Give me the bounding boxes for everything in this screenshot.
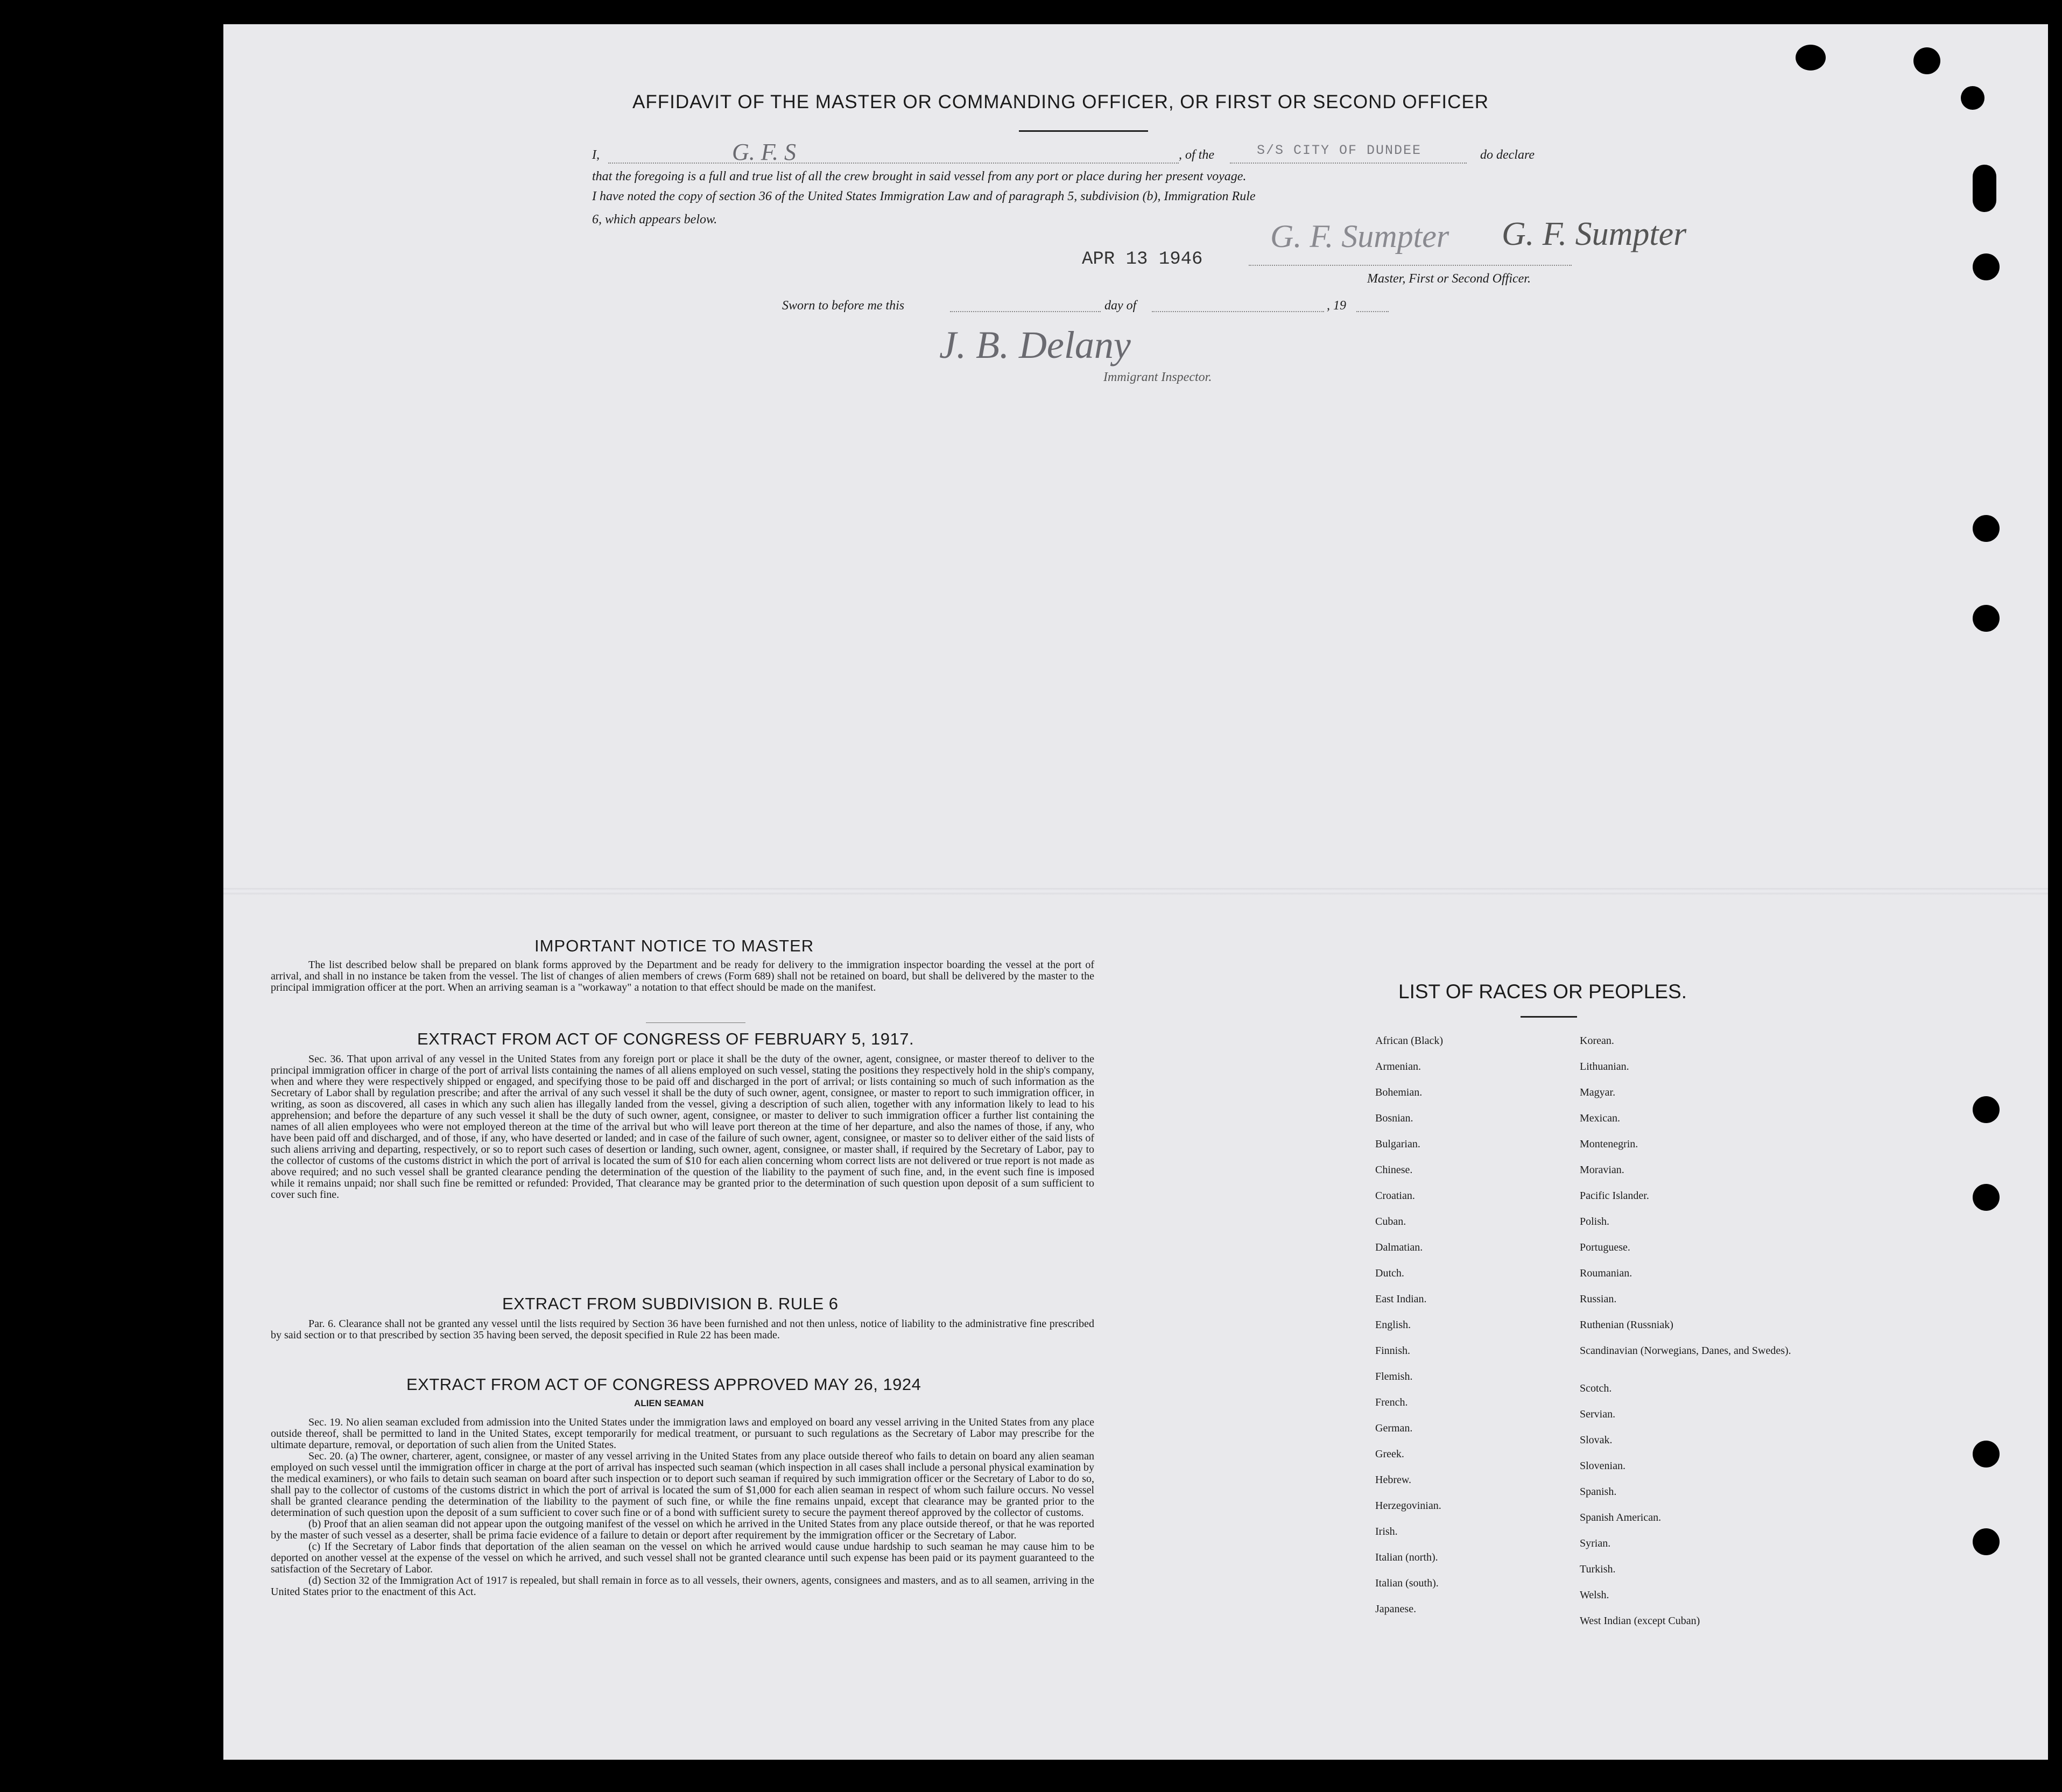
year-label: , 19 xyxy=(1327,299,1346,313)
extract-1917-body xyxy=(271,1054,1094,1201)
races-left-column xyxy=(1375,1028,1553,1622)
race-item: Bulgarian. xyxy=(1375,1138,1420,1150)
sec-19-text: Sec. 19. No alien seaman excluded from admission into the United States under the immigration laws and employed on board any vessel arriving in the United States from any place outside thereof, shall be permitted to land in the United States, except temporarily for medical treatment, or pursuant to such regulations as the Secretary of Labor may prescribe for the ultimate departure, removal, or deportation of such alien from the United States. xyxy=(271,1416,1094,1451)
inspector-signature: J. B. Delany xyxy=(939,323,1131,366)
race-item: Scandinavian (Norwegians, Danes, and Swedes). xyxy=(1580,1345,1791,1357)
punch-hole xyxy=(1973,1528,2000,1555)
signature-line xyxy=(1249,265,1572,266)
sec-20c-text: (c) If the Secretary of Labor finds that deportation of the alien seaman on the vessel on which he arrived would cause undue hardship to such seaman he may cause him to be deported on another vessel at the expense of the vessel on which he arrived, and such vessel shall not be granted clearance until such expense has been paid or its payment guaranteed to the satisfaction of the Secretary of Labor. xyxy=(271,1541,1094,1575)
race-item: German. xyxy=(1375,1422,1413,1434)
race-item: Flemish. xyxy=(1375,1371,1413,1382)
race-item: Syrian. xyxy=(1580,1537,1611,1549)
sec-20a-text: Sec. 20. (a) The owner, charterer, agent, consignee, or master of any vessel arriving in the United States from any place outside thereof who fails to detain on board any alien seaman employed on such vessel until the immigration officer in charge at the port of arrival has inspected such seaman (which inspection in all cases shall include a personal physical examination by the medical examiners), or who fails to detain such seaman on board after such inspection or to deport such seaman if required by such immigration officer or the Secretary of Labor to do so, shall pay to the collector of customs of the customs district in which the port of arrival is located the sum of $1,000 for each alien seaman in respect of whom such failure occurs. No vessel shall be granted clearance pending the determination of the liability to the payment of such fine, or while the fine remains unpaid, except that clearance may be granted prior to the determination of such question upon the deposit of a sum sufficient to cover such fine or of a bond with sufficient surety to secure the payment thereof approved by the collector of customs. xyxy=(271,1450,1094,1519)
race-item: Hebrew. xyxy=(1375,1474,1412,1486)
punch-hole xyxy=(1973,1184,2000,1211)
rule-6-body xyxy=(271,1318,1094,1341)
race-item: Welsh. xyxy=(1580,1589,1609,1601)
race-item: Lithuanian. xyxy=(1580,1061,1629,1073)
race-item: Irish. xyxy=(1375,1526,1398,1537)
notice-text: The list described below shall be prepared on blank forms approved by the Department and be ready for delivery to the immigration inspector boarding the vessel at the port of arrival, and shall in no instance be taken from the vessel. The list of changes of alien members of crews (Form 689) shall not be retained on board, but shall be delivered by the master to the principal immigration officer at the port. When an arriving seaman is a "workaway" a notation to that effect should be made on the manifest. xyxy=(271,959,1094,993)
extract-1924-title: EXTRACT FROM ACT OF CONGRESS APPROVED MAY 26, 1924 xyxy=(406,1375,921,1394)
race-item: West Indian (except Cuban) xyxy=(1580,1615,1700,1627)
title-underline xyxy=(1019,130,1148,132)
affidavit-line-4: 6, which appears below. xyxy=(592,213,717,227)
race-item: Italian (north). xyxy=(1375,1551,1438,1563)
affidavit-i: I, xyxy=(592,148,600,162)
race-item: Herzegovinian. xyxy=(1375,1500,1441,1512)
inspector-label: Immigrant Inspector. xyxy=(1103,370,1212,384)
extract-1917-title: EXTRACT FROM ACT OF CONGRESS OF FEBRUARY 5, 1917. xyxy=(417,1029,914,1048)
race-item: Bohemian. xyxy=(1375,1087,1423,1098)
race-item: Scotch. xyxy=(1580,1382,1612,1394)
do-declare-label: do declare xyxy=(1480,148,1535,162)
race-item: Italian (south). xyxy=(1375,1577,1439,1589)
divider xyxy=(646,1022,745,1023)
master-name-handwritten: G. F. S xyxy=(732,139,796,165)
punch-hole xyxy=(1973,605,2000,632)
race-item: Magyar. xyxy=(1580,1087,1616,1098)
sworn-year-line xyxy=(1356,311,1389,312)
punch-hole xyxy=(1973,1441,2000,1468)
day-of-label: day of xyxy=(1104,299,1137,313)
race-item: Portuguese. xyxy=(1580,1241,1630,1253)
race-item: Finnish. xyxy=(1375,1345,1411,1357)
race-item: Spanish. xyxy=(1580,1486,1617,1498)
race-item: Armenian. xyxy=(1375,1061,1421,1073)
master-label: Master, First or Second Officer. xyxy=(1367,272,1531,286)
race-item: Croatian. xyxy=(1375,1190,1415,1202)
race-item: Russian. xyxy=(1580,1293,1617,1305)
race-item: Ruthenian (Russniak) xyxy=(1580,1319,1673,1331)
sworn-day-line xyxy=(950,311,1101,312)
affidavit-text xyxy=(592,139,1588,165)
race-item: Roumanian. xyxy=(1580,1267,1632,1279)
race-item: Dutch. xyxy=(1375,1267,1404,1279)
of-the-label: , of the xyxy=(1179,148,1214,162)
sworn-label: Sworn to before me this xyxy=(782,299,905,313)
race-item: Korean. xyxy=(1580,1035,1614,1047)
race-item: Japanese. xyxy=(1375,1603,1417,1615)
alien-seaman-subtitle: ALIEN SEAMAN xyxy=(634,1398,704,1408)
races-right-column xyxy=(1580,1028,1806,1634)
race-item: Bosnian. xyxy=(1375,1112,1413,1124)
punch-hole xyxy=(1973,253,2000,280)
affidavit-line-3: I have noted the copy of section 36 of the United States Immigration Law and of paragraph 5, subdivision (b), Immigration Rule xyxy=(592,189,1256,203)
races-underline xyxy=(1521,1016,1577,1018)
races-title: LIST OF RACES OR PEOPLES. xyxy=(1398,980,1687,1003)
punch-hole xyxy=(1973,165,1996,212)
fold-crease xyxy=(223,888,2048,894)
race-item: Greek. xyxy=(1375,1448,1404,1460)
punch-hole xyxy=(1973,515,2000,542)
race-item: Moravian. xyxy=(1580,1164,1624,1176)
race-item: Slovenian. xyxy=(1580,1460,1625,1472)
sec-36-text: Sec. 36. That upon arrival of any vessel in the United States from any foreign port or place it shall be the duty of the owner, agent, consignee, or master thereof to deliver to the principal immigration officer in charge of the port of arrival lists containing the names of all aliens employed on such vessel, stating the positions they respectively hold in the ship's company, when and where they were respectively shipped or engaged, and specifying those to be paid off and discharged in the port of arrival; or lists containing so much of such information as the Secretary of Labor shall by regulation prescribe; and after the arrival of any such vessel it shall be the duty of such owner, agent, consignee, or master to report to such immigration officer, in writing, as soon as discovered, all cases in which any such alien has illegally landed from the vessel, giving a description of such alien, together with any information likely to lead to his apprehension; and before the departure of any such vessel it shall be the duty of such owner, agent, consignee, or master to deliver to such immigration officer a further list containing the names of all alien employees who were not employed thereon at the time of the arrival but who will leave port thereon at the time of her departure, and also the names of those, if any, who have been paid off and discharged, and of those, if any, who have deserted or landed; and in case of the failure of such owner, agent, consignee, or master so to deliver either of the said lists of such aliens arriving and departing, respectively, or so to report such cases of desertion or landing, such owner, agent, consignee, or master shall, if required by the Secretary of Labor, pay to the collector of customs of the customs district in which the port of arrival is located the sum of $10 for each alien concerning whom correct lists are not delivered or true report is not made as above required; and no such vessel shall be granted clearance pending the determination of the question of the liability to the payment of such fine, and, in the event such fine is imposed while it remains unpaid; nor shall such fine be remitted or refunded: Provided, That clearance may be granted prior to the determination of such question upon deposit of a sum sufficient to cover such fine. xyxy=(271,1053,1094,1201)
sec-20d-text: (d) Section 32 of the Immigration Act of 1917 is repealed, but shall remain in force as to all vessels, their owners, agents, consignees and masters, and as to all seamen, arriving in the United States prior to the enactment of this Act. xyxy=(271,1575,1094,1598)
race-item: Turkish. xyxy=(1580,1563,1616,1575)
punch-hole xyxy=(1973,1096,2000,1123)
race-item: Spanish American. xyxy=(1580,1512,1662,1523)
master-signature: G. F. Sumpter xyxy=(1270,218,1449,254)
vessel-name-stamp: S/S CITY OF DUNDEE xyxy=(1257,143,1422,158)
sworn-month-line xyxy=(1152,311,1324,312)
rule-6-title: EXTRACT FROM SUBDIVISION B. RULE 6 xyxy=(502,1294,839,1313)
affidavit-line-2: that the foregoing is a full and true list of all the crew brought in said vessel from any port or place during her present voyage. xyxy=(592,170,1247,184)
affidavit-title: AFFIDAVIT OF THE MASTER OR COMMANDING OFFICER, OR FIRST OR SECOND OFFICER xyxy=(632,91,1489,112)
race-item: African (Black) xyxy=(1375,1035,1444,1047)
par-6-text: Par. 6. Clearance shall not be granted any vessel until the lists required by Section 36 have been furnished and not then unless, notice of liability to the administrative fine prescribed by said section or to that prescribed by section 35 having been served, the deposit specified in Rule 22 has been made. xyxy=(271,1318,1094,1341)
sec-20b-text: (b) Proof that an alien seaman did not appear upon the outgoing manifest of the vessel on which he arrived in the United States from any place outside thereof, or that he was reported by the master of such vessel as a deserter, shall be prima facie evidence of a failure to detain or deport after requirement by the immigration officer or the Secretary of Labor. xyxy=(271,1518,1094,1541)
punch-hole xyxy=(1961,86,1984,110)
race-item: East Indian. xyxy=(1375,1293,1427,1305)
vessel-line xyxy=(1230,163,1467,164)
punch-hole xyxy=(1796,45,1826,70)
notice-body xyxy=(271,960,1094,993)
race-item: Montenegrin. xyxy=(1580,1138,1638,1150)
punch-hole xyxy=(1913,47,1940,74)
name-line xyxy=(608,163,1179,164)
race-item: Servian. xyxy=(1580,1408,1616,1420)
race-item: Cuban. xyxy=(1375,1216,1406,1227)
extract-1924-body xyxy=(271,1417,1094,1598)
race-item: French. xyxy=(1375,1396,1408,1408)
race-item: English. xyxy=(1375,1319,1411,1331)
race-item: Slovak. xyxy=(1580,1434,1613,1446)
master-signature-2: G. F. Sumpter xyxy=(1502,216,1687,252)
race-item: Pacific Islander. xyxy=(1580,1190,1649,1202)
race-item: Dalmatian. xyxy=(1375,1241,1423,1253)
race-item: Chinese. xyxy=(1375,1164,1413,1176)
race-item: Polish. xyxy=(1580,1216,1610,1227)
notice-title: IMPORTANT NOTICE TO MASTER xyxy=(534,936,814,955)
race-item: Mexican. xyxy=(1580,1112,1620,1124)
date-stamp: APR 13 1946 xyxy=(1082,249,1203,270)
